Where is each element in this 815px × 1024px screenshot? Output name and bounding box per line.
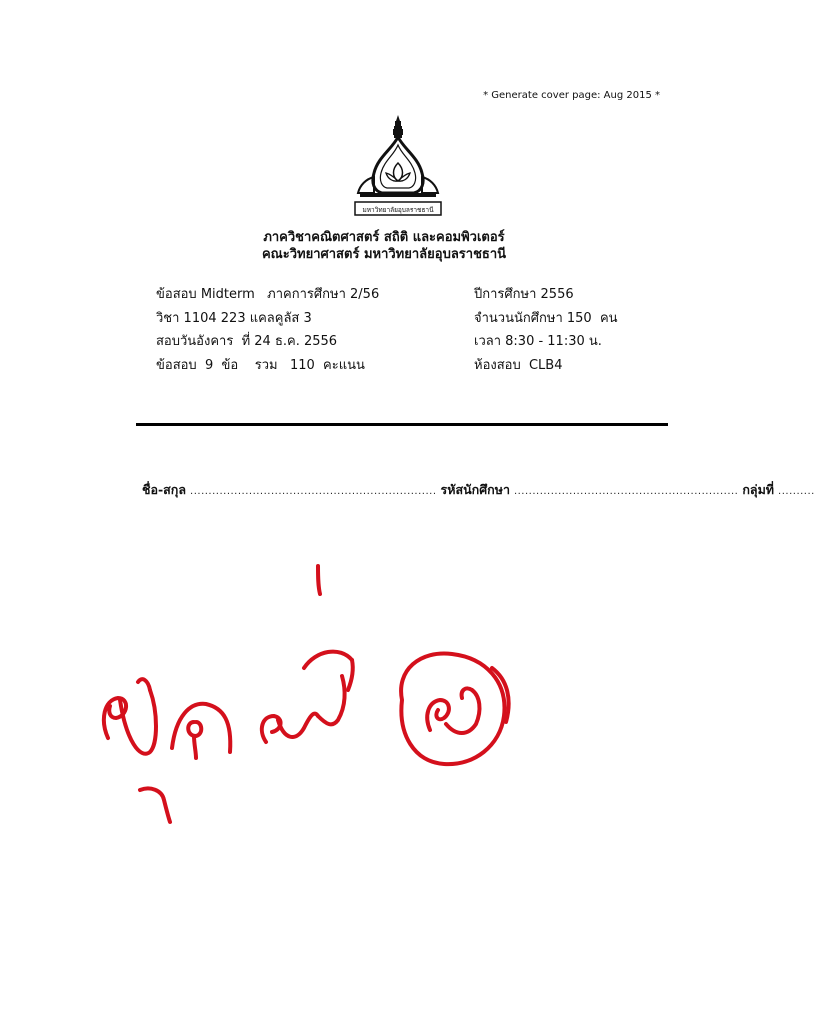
generated-cover-note: * Generate cover page: Aug 2015 * (483, 90, 660, 101)
handwritten-set-number (0, 540, 768, 860)
student-id-label: รหัสนักศึกษา (440, 482, 510, 497)
name-label: ชื่อ-สกุล (142, 482, 187, 497)
exam-questions-points: ข้อสอบ 9 ข้อ รวม 110 คะแนน (156, 357, 365, 373)
exam-info-right (474, 283, 618, 377)
logo-banner-text: มหาวิทยาลัยอุบลราชธานี (362, 206, 434, 214)
academic-year: ปีการศึกษา 2556 (474, 287, 574, 302)
exam-time: เวลา 8:30 - 11:30 น. (474, 334, 602, 349)
group-label: กลุ่มที่ (742, 482, 775, 497)
course-code: วิชา 1104 223 แคลคูลัส 3 (156, 310, 312, 326)
student-fields (142, 480, 815, 500)
student-id-field[interactable]: ............................................................. (513, 486, 739, 497)
group-field[interactable]: .......... (778, 486, 815, 497)
university-crest-icon (352, 113, 444, 221)
divider-rule (136, 423, 668, 426)
name-field[interactable]: ................................................................... (190, 486, 437, 497)
exam-title: ข้อสอบ Midterm ภาคการศึกษา 2/56 (156, 287, 380, 302)
exam-room: ห้องสอบ CLB4 (474, 357, 563, 373)
exam-info-left (156, 283, 379, 377)
student-count: จำนวนนักศึกษา 150 คน (474, 310, 618, 326)
department-line-1: ภาควิชาคณิตศาสตร์ สถิติ และคอมพิวเตอร์ (263, 230, 505, 245)
department-heading (0, 229, 768, 263)
department-line-2: คณะวิทยาศาสตร์ มหาวิทยาลัยอุบลราชธานี (261, 247, 507, 262)
exam-date: สอบวันอังคาร ที่ 24 ธ.ค. 2556 (156, 334, 338, 349)
